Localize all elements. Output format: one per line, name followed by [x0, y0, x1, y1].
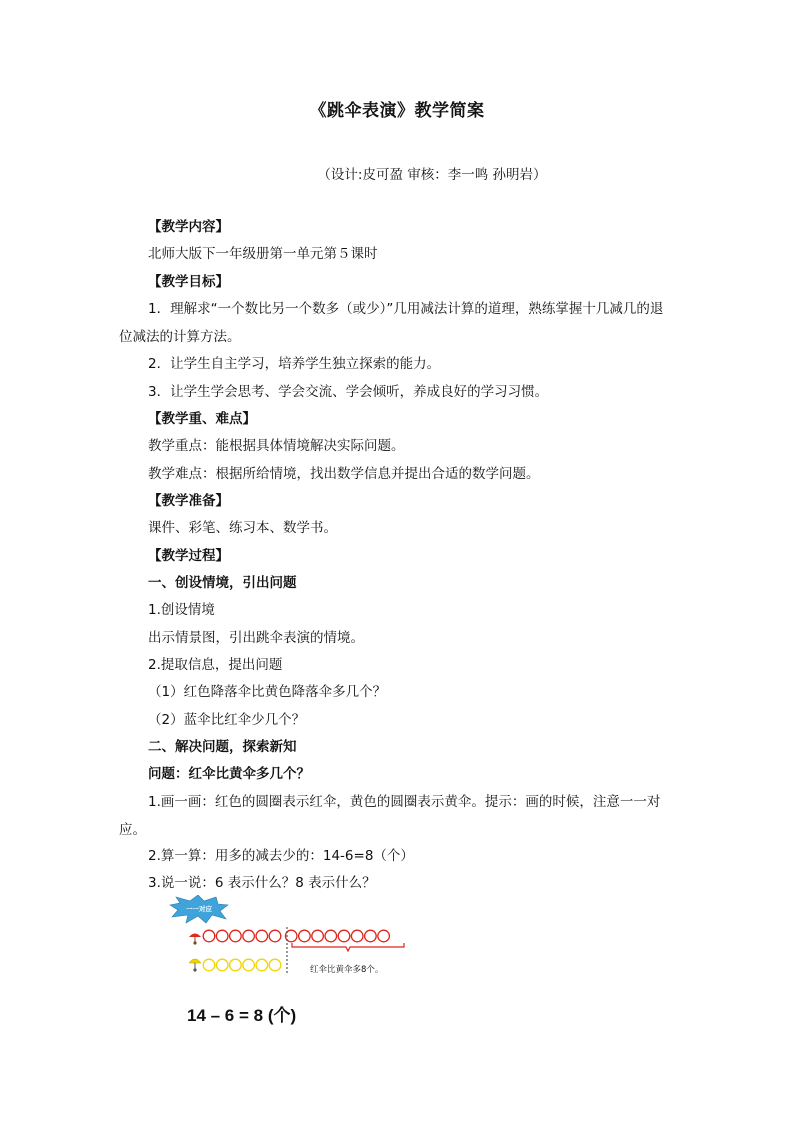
yellow-circle	[203, 959, 215, 971]
equation: 14 – 6 = 8 (个)	[187, 1006, 297, 1025]
red-circle	[230, 930, 242, 942]
heading-goals: 【教学目标】	[148, 274, 229, 290]
red-circle	[256, 930, 268, 942]
goal-3: 3．让学生学会思考、学会交流、学会倾听，养成良好的学习习惯。	[148, 384, 549, 400]
step1-1: 1.创设情境	[148, 602, 215, 618]
document-subtitle: （设计:皮可盈 审核：李一鸣 孙明岩）	[317, 167, 547, 183]
yellow-circle	[256, 959, 268, 971]
heading-preparation: 【教学准备】	[148, 493, 229, 509]
red-circle	[325, 930, 337, 942]
step2-3: 3.说一说：6 表示什么？8 表示什么？	[148, 875, 376, 891]
document-title: 《跳伞表演》教学简案	[309, 101, 485, 121]
preparation-text: 课件、彩笔、练习本、数学书。	[148, 520, 337, 536]
difference-brace	[292, 943, 404, 951]
step2-1: 1.画一画：红色的圆圈表示红伞，黄色的圆圈表示黄伞。提示：画的时候，注意一一对应。	[119, 794, 661, 838]
step2-2: 2.算一算：用多的减去少的：14-6=8（个）	[148, 848, 414, 864]
part1-heading: 一、创设情境，引出问题	[148, 575, 297, 591]
step1-1-text: 出示情景图，引出跳伞表演的情境。	[148, 630, 364, 646]
difference-note: 红伞比黄伞多8个。	[310, 965, 384, 975]
one-to-one-diagram	[168, 895, 408, 985]
red-circle	[269, 930, 281, 942]
question-1: （1）红色降落伞比黄色降落伞多几个？	[148, 684, 387, 700]
goal-1: 1．理解求“一个数比另一个数多（或少）”几用减法计算的道理，熟练掌握十几减几的退位减法的计算方法。	[119, 301, 664, 345]
yellow-circle	[230, 959, 242, 971]
question-2: （2）蓝伞比红伞少几个？	[148, 712, 306, 728]
red-circle	[378, 930, 390, 942]
badge-label: 一一对应	[186, 905, 212, 913]
red-circle	[312, 930, 324, 942]
yellow-umbrella-icon	[189, 959, 201, 972]
goal-2: 2．让学生自主学习，培养学生独立探索的能力。	[148, 356, 441, 372]
key-point: 教学重点：能根据具体情境解决实际问题。	[148, 438, 405, 454]
heading-content: 【教学内容】	[148, 219, 229, 235]
difficult-point: 教学难点：根据所给情境，找出数学信息并提出合适的数学问题。	[148, 466, 540, 482]
red-circle	[216, 930, 228, 942]
badge-burst-icon	[170, 895, 228, 923]
red-circle	[338, 930, 350, 942]
red-circle	[365, 930, 377, 942]
yellow-circle	[243, 959, 255, 971]
problem-statement: 问题：红伞比黄伞多几个？	[148, 766, 310, 782]
part2-heading: 二、解决问题，探索新知	[148, 739, 297, 755]
red-circle	[299, 930, 311, 942]
red-circle	[243, 930, 255, 942]
yellow-circle	[216, 959, 228, 971]
heading-key-points: 【教学重、难点】	[148, 411, 256, 427]
yellow-circle	[269, 959, 281, 971]
heading-process: 【教学过程】	[148, 548, 229, 564]
step1-2: 2.提取信息，提出问题	[148, 657, 283, 673]
red-circle	[351, 930, 363, 942]
content-text: 北师大版下一年级册第一单元第５课时	[148, 246, 378, 262]
red-circle	[203, 930, 215, 942]
red-umbrella-icon	[189, 934, 201, 945]
